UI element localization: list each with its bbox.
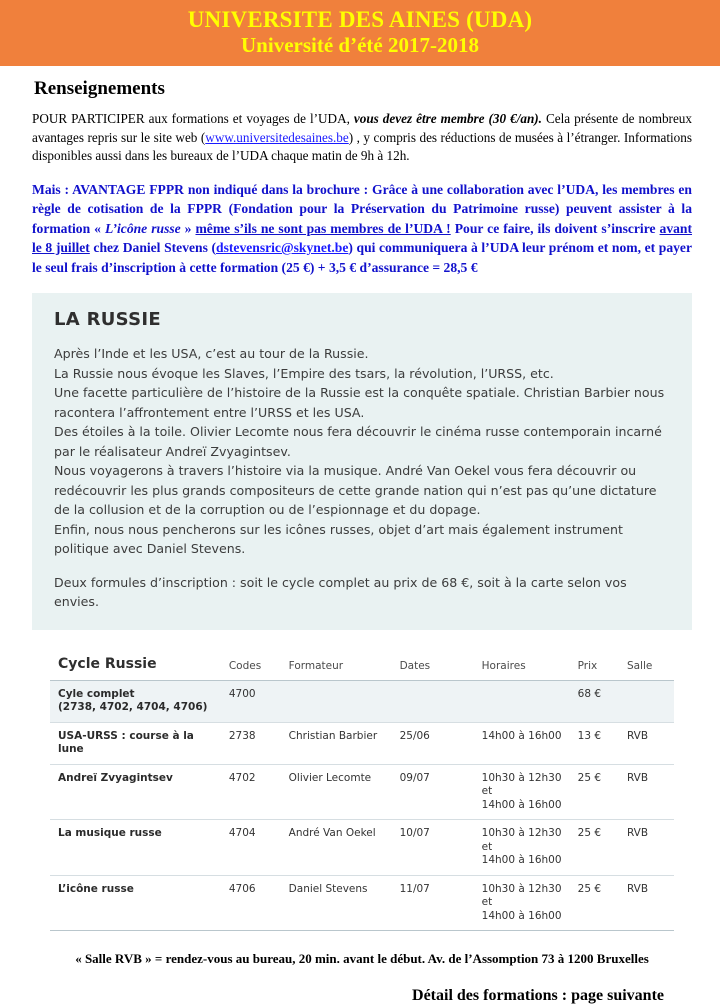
table-row	[50, 820, 674, 876]
row-salle	[622, 680, 674, 722]
spacer	[54, 559, 670, 573]
email-link[interactable]: dstevensric@skynet.be	[216, 240, 349, 255]
advantage-text-5: ) qui communiquera à l’UDA leur prénom et nom, et payer le seul frais d’inscription à cette formation (25 €) + 3,5 € d’assurance = 28,5 €	[32, 240, 692, 275]
row-prix: 68 €	[573, 680, 622, 722]
russia-description-box	[32, 293, 692, 630]
horaires-line1: 10h30 à 12h30 et	[481, 882, 562, 908]
room-footnote: « Salle RVB » = rendez-vous au bureau, 20 min. avant le début. Av. de l’Assomption 73 à 1200 Bruxelles	[75, 951, 649, 966]
russia-paragraph-2: La Russie nous évoque les Slaves, l’Empire des tsars, la révolution, l’URSS, etc.	[54, 365, 554, 381]
row-horaires	[477, 680, 573, 722]
horaires-line1: 10h30 à 12h30 et	[481, 827, 562, 853]
row-codes: 4702	[224, 764, 284, 820]
column-header-salle: Salle	[622, 652, 674, 681]
row-salle: RVB	[622, 875, 674, 931]
row-name: La musique russe	[50, 820, 224, 876]
banner-title: UNIVERSITE DES AINES (UDA)	[187, 7, 533, 32]
table-row	[50, 764, 674, 820]
row-codes: 2738	[224, 722, 284, 764]
row-dates: 11/07	[395, 875, 477, 931]
row-codes: 4706	[224, 875, 284, 931]
table-row	[50, 875, 674, 931]
website-link[interactable]: www.universitedesaines.be	[205, 129, 349, 145]
russia-paragraph-5: Nous voyagerons à travers l’histoire via la musique. André Van Oekel vous fera découvrir ou redécouvrir les plus grands compositeurs de cette grande nation qui n’est pas qu’une dictature de la collusion et de la corruption ou de l’espionnage et du dopage.	[54, 463, 657, 517]
cycle-table-wrapper	[50, 652, 674, 932]
formation-name: L’icône russe	[104, 220, 181, 236]
section-heading: Renseignements	[34, 78, 165, 99]
row-dates	[395, 680, 477, 722]
row-prix: 25 €	[573, 875, 622, 931]
intro-paragraph	[32, 110, 692, 166]
row-horaires	[477, 764, 573, 820]
row-horaires: 14h00 à 16h00	[477, 722, 573, 764]
row-prix: 25 €	[573, 764, 622, 820]
russia-paragraph-1: Après l’Inde et les USA, c’est au tour de la Russie.	[54, 346, 369, 361]
row-name: Andreï Zvyagintsev	[50, 764, 224, 820]
row-name: USA-URSS : course à la lune	[50, 722, 224, 764]
column-header-prix: Prix	[573, 652, 622, 681]
column-header-formateur: Formateur	[284, 652, 395, 681]
page-banner	[0, 0, 720, 66]
row-salle: RVB	[622, 820, 674, 876]
horaires-line1: 10h30 à 12h30 et	[481, 771, 562, 797]
column-header-codes: Codes	[224, 652, 284, 681]
row-formateur: André Van Oekel	[284, 820, 395, 876]
table-row	[50, 722, 674, 764]
advantage-text-3: Pour ce faire, ils doivent s’inscrire	[450, 220, 660, 236]
document-content	[0, 66, 720, 1005]
russia-closing: Deux formules d’inscription : soit le cycle complet au prix de 68 €, soit à la carte selon vos envies.	[54, 574, 627, 609]
row-salle: RVB	[622, 722, 674, 764]
column-header-horaires: Horaires	[477, 652, 573, 681]
next-page-note: Détail des formations : page suivante	[412, 987, 664, 1004]
intro-text-2: Cela présente de nombreux avantages repris sur le site web (	[32, 111, 692, 145]
advantage-paragraph	[32, 180, 692, 278]
table-header-row	[50, 652, 674, 681]
row-horaires	[477, 820, 573, 876]
advantage-text-1: Mais : AVANTAGE FPPR non indiqué dans la brochure : Grâce à une collaboration avec l’UDA, les membres en règle de cotisation de la FPPR (Fondation pour la Préservation du Patrimoine russe) peuvent assister à la formation «	[32, 181, 692, 236]
intro-text-1: POUR PARTICIPER aux formations et voyages de l’UDA,	[32, 111, 350, 126]
advantage-text-4: chez Daniel Stevens (	[89, 240, 217, 255]
advantage-emphasis-1: même s’ils ne sont pas membres de l’UDA !	[195, 220, 451, 236]
horaires-line2: 14h00 à 16h00	[481, 798, 562, 811]
horaires-line2: 14h00 à 16h00	[481, 854, 562, 866]
row-dates: 09/07	[395, 764, 477, 820]
row-formateur: Olivier Lecomte	[284, 764, 395, 820]
horaires-line2: 14h00 à 16h00	[481, 909, 562, 922]
russia-paragraph-3: Une facette particulière de l’histoire de la Russie est la conquête spatiale. Christian Barbier nous racontera l’affrontement entre l’URSS et les USA.	[54, 385, 665, 420]
russia-paragraph-4: Des étoiles à la toile. Olivier Lecomte nous fera découvrir le cinéma russe contemporain incarné par le réalisateur Andreï Zvyagintsev.	[54, 424, 662, 459]
table-title: Cycle Russie	[50, 652, 224, 681]
russia-title: LA RUSSIE	[54, 309, 161, 330]
advantage-text-2: »	[180, 220, 196, 236]
row-formateur	[284, 680, 395, 722]
row-name-line1: Cyle complet	[58, 687, 135, 700]
intro-membership-note: vous devez être membre (30 €/an).	[349, 111, 542, 126]
row-name: L’icône russe	[50, 875, 224, 931]
row-name-line2: (2738, 4702, 4704, 4706)	[58, 701, 208, 713]
row-horaires	[477, 875, 573, 931]
cycle-russie-table	[50, 652, 674, 932]
table-row	[50, 680, 674, 722]
column-header-dates: Dates	[395, 652, 477, 681]
row-formateur: Daniel Stevens	[284, 875, 395, 931]
row-salle: RVB	[622, 764, 674, 820]
intro-text-3: ) , y compris des réductions de musées à l’étranger. Informations disponibles aussi dans les bureaux de l’UDA chaque matin de 9h à 12h.	[32, 129, 693, 163]
advantage-deadline: avant le 8 juillet	[32, 220, 693, 255]
row-formateur: Christian Barbier	[284, 722, 395, 764]
row-name	[50, 680, 224, 722]
row-prix: 13 €	[573, 722, 622, 764]
banner-subtitle: Université d’été 2017-2018	[241, 33, 479, 57]
russia-body	[54, 344, 670, 612]
row-codes: 4704	[224, 820, 284, 876]
row-codes: 4700	[224, 680, 284, 722]
row-prix: 25 €	[573, 820, 622, 876]
row-dates: 10/07	[395, 820, 477, 876]
row-dates: 25/06	[395, 722, 477, 764]
russia-paragraph-6: Enfin, nous nous pencherons sur les icônes russes, objet d’art mais également instrument politique avec Daniel Stevens.	[54, 521, 623, 556]
